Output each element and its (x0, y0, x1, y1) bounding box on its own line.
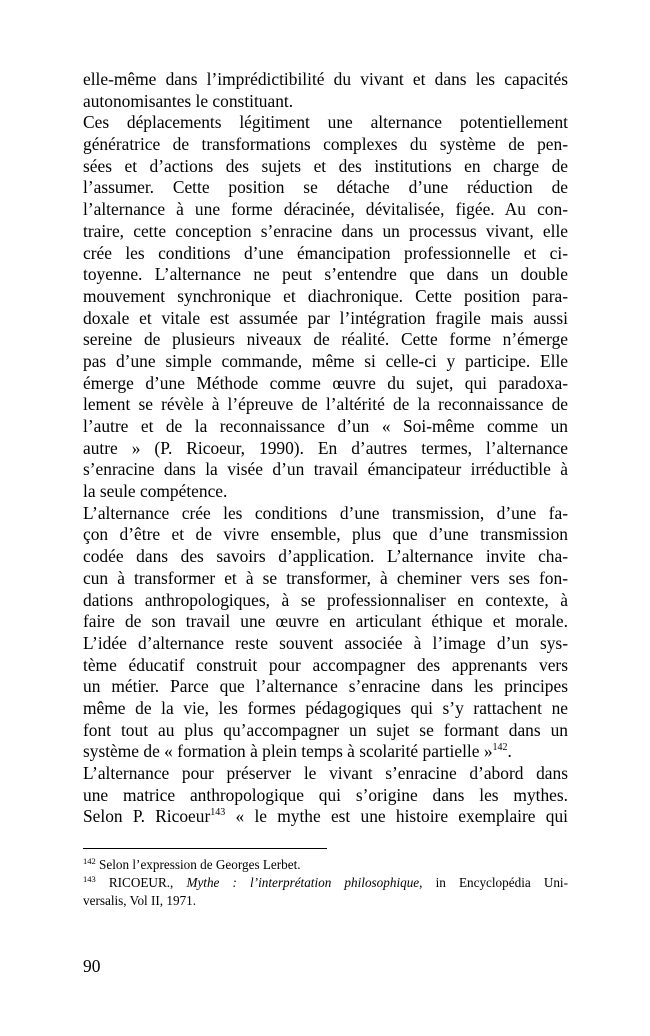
line-text: crée les conditions d’une émancipation professionnelle et ci- (83, 242, 568, 263)
line-text: Selon P. Ricoeur (83, 806, 211, 827)
line-text: L’idée d’alternance reste souvent associée à l’image d’un sys- (83, 632, 568, 653)
line-text: la seule compétence. (83, 481, 228, 502)
line-text: s’enracine dans la visée d’un travail émancipateur irréductible à (83, 459, 568, 480)
line-text: tème éducatif construit pour accompagner des apprenants vers (83, 654, 568, 675)
line-text: même de la vie, les formes pédagogiques qui s’y rattachent ne (83, 697, 568, 718)
line-text: L’alternance crée les conditions d’une transmission, d’une fa- (83, 502, 568, 523)
line-text: traire, cette conception s’enracine dans un processus vivant, elle (83, 220, 568, 241)
text-line (83, 611, 568, 633)
line-text: génératrice de transformations complexes du système de pen- (83, 134, 568, 155)
line-text: elle-même dans l’imprédictibilité du vivant et dans les capacités (83, 69, 568, 89)
text-line (83, 763, 568, 785)
line-text: dations anthropologiques, à se professionnaliser en contexte, à (83, 589, 568, 610)
line-text: lement se révèle à l’épreuve de l’altérité de la reconnaissance de (83, 394, 568, 415)
text-line (83, 134, 568, 156)
text-line (83, 633, 568, 655)
line-text: émerge d’une Méthode comme œuvre du sujet, qui paradoxa- (83, 372, 568, 393)
text-line (83, 308, 568, 330)
line-text: l’autre et de la reconnaissance d’un « Soi-même comme un (83, 416, 568, 436)
text-line (83, 438, 568, 460)
text-line (83, 503, 568, 525)
line-text: font tout au plus qu’accompagner un sujet se formant dans un (83, 719, 568, 740)
line-text: système de « formation à plein temps à scolarité partielle » (83, 741, 493, 762)
text-line (83, 112, 568, 134)
footnote-number: 143 (83, 874, 96, 884)
text-line (83, 286, 568, 308)
footnotes (83, 856, 568, 910)
footnote-reference: 142 (492, 742, 508, 754)
line-text: doxale et vitale est assumée par l’intégration fragile mais aussi (83, 307, 568, 328)
text-line (83, 720, 568, 742)
text-line (83, 91, 568, 113)
text-line (83, 221, 568, 243)
line-text: l’alternance à une forme déracinée, dévitalisée, figée. Au con- (83, 199, 568, 220)
line-text: autonomisantes le constituant. (83, 90, 294, 111)
text-line (83, 698, 568, 720)
page-number: 90 (83, 956, 101, 976)
text-line (83, 156, 568, 178)
text-line (83, 199, 568, 221)
text-line (83, 655, 568, 677)
text-line (83, 329, 568, 351)
footnote-text: Selon l’expression de Georges Lerbet. (95, 857, 301, 872)
text-line (83, 785, 568, 807)
text-line (83, 351, 568, 373)
text-line (83, 481, 568, 503)
line-text: faire de son travail une œuvre en articulant éthique et morale. (83, 611, 568, 632)
text-line (83, 546, 568, 568)
line-text-after: . (507, 741, 512, 762)
line-text: Ces déplacements légitiment une alternance potentiellement (83, 112, 568, 133)
text-line (83, 568, 568, 590)
footnote (83, 892, 568, 910)
footnote-text-after: , in Encyclopédia Uni- (419, 875, 568, 890)
line-text: une matrice anthropologique qui s’origine dans les mythes. (83, 784, 568, 805)
footnote (83, 856, 568, 874)
footnote-number: 142 (83, 856, 96, 866)
footnote-text: versalis, Vol II, 1971. (83, 893, 197, 908)
footnote-text: RICOEUR., (95, 875, 187, 890)
text-line (83, 416, 568, 438)
line-text: cun à transformer et à se transformer, à cheminer vers ses fon- (83, 567, 568, 588)
footnote-reference: 143 (210, 807, 226, 819)
line-text: toyenne. L’alternance ne peut s’entendre que dans un double (83, 264, 568, 285)
body-text (83, 69, 568, 828)
line-text: autre » (P. Ricoeur, 1990). En d’autres termes, l’alternance (83, 437, 568, 458)
text-line (83, 459, 568, 481)
line-text: codée dans des savoirs d’application. L’alternance invite cha- (83, 546, 568, 567)
line-text: sées et d’actions des sujets et des institutions en charge de (83, 155, 568, 176)
text-line (83, 177, 568, 199)
text-line (83, 806, 568, 828)
line-text: sereine de plusieurs niveaux de réalité. Cette forme n’émerge (83, 329, 568, 350)
footnote-separator (83, 848, 327, 849)
text-line (83, 590, 568, 612)
text-line (83, 243, 568, 265)
text-line (83, 741, 568, 763)
line-text: çon d’être et de vivre ensemble, plus que d’une transmission (83, 524, 568, 545)
text-line (83, 394, 568, 416)
text-line (83, 373, 568, 395)
line-text: un métier. Parce que l’alternance s’enracine dans les principes (83, 676, 568, 697)
text-line (83, 69, 568, 91)
line-text-after: « le mythe est une histoire exemplaire qui (225, 806, 568, 827)
line-text: L’alternance pour préserver le vivant s’enracine d’abord dans (83, 763, 568, 783)
text-line (83, 524, 568, 546)
line-text: mouvement synchronique et diachronique. Cette position para- (83, 285, 568, 306)
footnote-title: Mythe : l’interprétation philosophique (186, 875, 420, 890)
line-text: l’assumer. Cette position se détache d’une réduction de (83, 177, 568, 198)
footnote (83, 874, 568, 892)
text-line (83, 264, 568, 286)
text-line (83, 676, 568, 698)
line-text: pas d’une simple commande, même si celle-ci y participe. Elle (83, 350, 568, 371)
